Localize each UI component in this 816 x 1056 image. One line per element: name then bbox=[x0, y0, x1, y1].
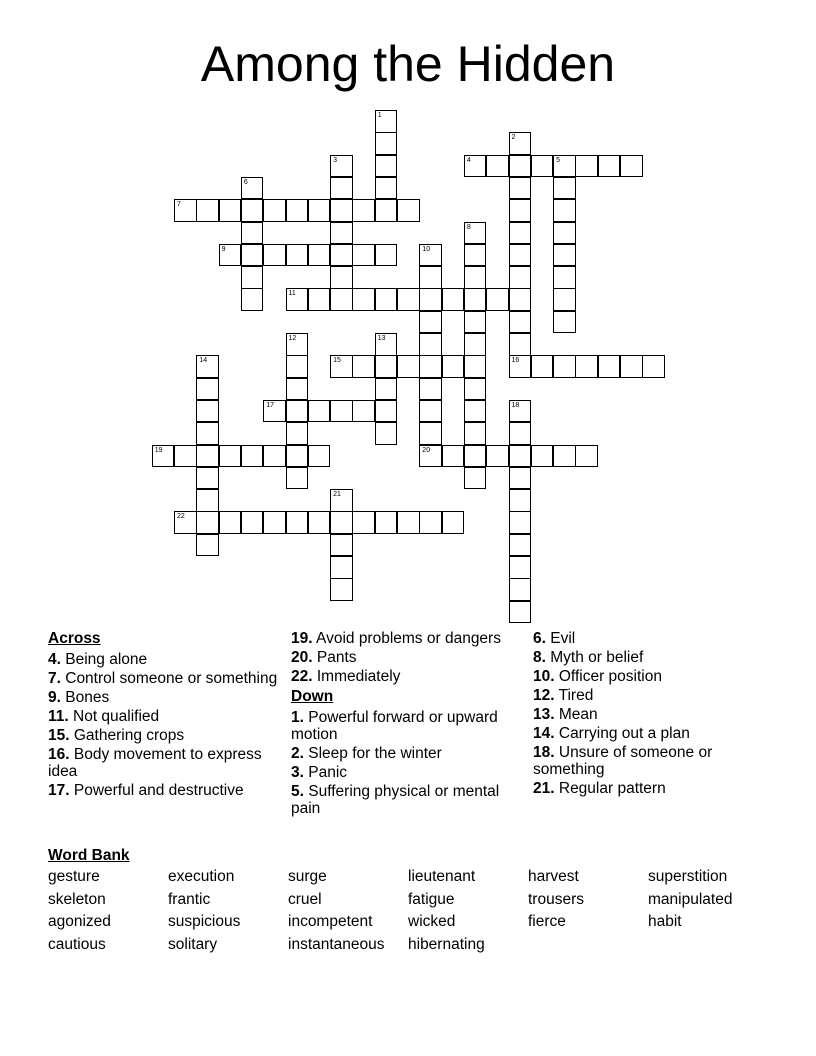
grid-cell[interactable] bbox=[397, 511, 420, 534]
grid-cell[interactable] bbox=[419, 378, 442, 401]
clue-item bbox=[48, 727, 283, 744]
grid-cell[interactable] bbox=[286, 445, 309, 468]
cell-number: 6 bbox=[243, 178, 248, 186]
clue-text: Avoid problems or dangers bbox=[312, 630, 501, 647]
clue-number: 2. bbox=[291, 745, 304, 762]
clue-text: Immediately bbox=[312, 668, 401, 685]
grid-cell[interactable] bbox=[241, 511, 264, 534]
word-bank-item: cruel bbox=[288, 890, 322, 908]
grid-cell[interactable] bbox=[308, 288, 331, 311]
clue-text: Tired bbox=[554, 687, 594, 704]
grid-cell[interactable] bbox=[375, 355, 398, 378]
grid-cell[interactable] bbox=[375, 155, 398, 178]
grid-cell[interactable] bbox=[464, 422, 487, 445]
grid-cell[interactable] bbox=[553, 445, 576, 468]
clue-text: Regular pattern bbox=[554, 780, 666, 797]
grid-cell[interactable] bbox=[352, 400, 375, 423]
clue-number: 13. bbox=[533, 706, 555, 723]
grid-cell[interactable] bbox=[419, 422, 442, 445]
clues-column-2 bbox=[291, 630, 526, 819]
clue-number: 16. bbox=[48, 746, 70, 763]
grid-cell[interactable] bbox=[330, 177, 353, 200]
cell-number: 18 bbox=[511, 401, 520, 409]
grid-cell[interactable] bbox=[553, 177, 576, 200]
clue-number: 6. bbox=[533, 630, 546, 647]
word-bank-item: agonized bbox=[48, 913, 111, 930]
grid-cell[interactable] bbox=[196, 422, 219, 445]
grid-cell[interactable] bbox=[419, 244, 442, 267]
grid-cell[interactable] bbox=[152, 445, 175, 468]
clue-text: Suffering physical or mental pain bbox=[291, 783, 500, 817]
grid-cell[interactable] bbox=[219, 244, 242, 267]
cell-number: 10 bbox=[422, 245, 431, 253]
word-bank-item: harvest bbox=[528, 868, 579, 885]
cell-number: 8 bbox=[466, 223, 471, 231]
word-bank-item: habit bbox=[648, 913, 682, 930]
grid-cell[interactable] bbox=[419, 311, 442, 334]
grid-cell[interactable] bbox=[286, 400, 309, 423]
grid-cell[interactable] bbox=[509, 556, 532, 579]
grid-cell[interactable] bbox=[553, 155, 576, 178]
grid-cell[interactable] bbox=[241, 445, 264, 468]
grid-cell[interactable] bbox=[174, 511, 197, 534]
down-clue-list bbox=[291, 709, 526, 817]
clue-item bbox=[533, 744, 768, 778]
word-bank-item: trousers bbox=[528, 890, 584, 908]
down-clue-list-continued bbox=[533, 630, 768, 797]
clue-item bbox=[291, 709, 526, 743]
grid-cell[interactable] bbox=[196, 534, 219, 557]
clue-text: Unsure of someone or something bbox=[533, 744, 713, 778]
word-bank-item: hibernating bbox=[408, 935, 485, 953]
cell-number: 13 bbox=[377, 335, 386, 342]
grid-cell[interactable] bbox=[553, 288, 576, 311]
clue-number: 20. bbox=[291, 649, 313, 666]
cell-number: 20 bbox=[422, 446, 431, 454]
grid-cell[interactable] bbox=[196, 378, 219, 401]
clue-number: 17. bbox=[48, 782, 70, 799]
grid-cell[interactable] bbox=[531, 355, 554, 378]
clue-text: Panic bbox=[303, 764, 348, 781]
grid-cell[interactable] bbox=[509, 222, 532, 245]
word-bank-item: superstition bbox=[648, 868, 728, 885]
grid-cell[interactable] bbox=[196, 199, 219, 222]
clues-column-1 bbox=[48, 630, 283, 801]
grid-cell[interactable] bbox=[330, 489, 353, 512]
word-bank-item: fatigue bbox=[408, 890, 455, 908]
grid-cell[interactable] bbox=[308, 511, 331, 534]
grid-cell[interactable] bbox=[553, 311, 576, 334]
grid-cell[interactable] bbox=[375, 378, 398, 401]
grid-cell[interactable] bbox=[286, 378, 309, 401]
clue-number: 22. bbox=[291, 668, 313, 685]
across-clue-list bbox=[48, 651, 283, 799]
clue-text: Pants bbox=[312, 649, 357, 666]
grid-cell[interactable] bbox=[330, 222, 353, 245]
grid-cell[interactable] bbox=[531, 155, 554, 178]
clue-number: 9. bbox=[48, 689, 61, 706]
grid-cell[interactable] bbox=[419, 400, 442, 423]
clue-number: 18. bbox=[533, 744, 555, 761]
clue-text: Carrying out a plan bbox=[554, 725, 690, 742]
cell-number: 12 bbox=[288, 335, 297, 342]
grid-cell[interactable] bbox=[509, 266, 532, 289]
grid-cell[interactable] bbox=[575, 355, 598, 378]
grid-cell[interactable] bbox=[397, 199, 420, 222]
grid-cell[interactable] bbox=[509, 400, 532, 423]
clue-item bbox=[533, 630, 768, 647]
grid-cell[interactable] bbox=[620, 155, 643, 178]
grid-cell[interactable] bbox=[308, 445, 331, 468]
grid-cell[interactable] bbox=[442, 355, 465, 378]
cell-number: 2 bbox=[511, 134, 516, 142]
grid-cell[interactable] bbox=[196, 355, 219, 378]
grid-cell[interactable] bbox=[464, 445, 487, 468]
clue-number: 11. bbox=[48, 708, 69, 725]
grid-cell[interactable] bbox=[553, 222, 576, 245]
clue-item bbox=[48, 670, 283, 687]
grid-cell[interactable] bbox=[598, 355, 621, 378]
clue-number: 21. bbox=[533, 780, 555, 797]
clue-number: 12. bbox=[533, 687, 555, 704]
grid-cell[interactable] bbox=[241, 244, 264, 267]
clue-number: 8. bbox=[533, 649, 546, 666]
word-bank-item: frantic bbox=[168, 890, 211, 908]
cell-number: 14 bbox=[199, 357, 208, 365]
grid-cell[interactable] bbox=[286, 355, 309, 378]
word-bank-item: surge bbox=[288, 868, 327, 885]
grid-cell[interactable] bbox=[196, 467, 219, 490]
grid-cell[interactable] bbox=[464, 355, 487, 378]
grid-cell[interactable] bbox=[464, 155, 487, 178]
across-heading: Across bbox=[48, 630, 101, 647]
grid-cell[interactable] bbox=[375, 110, 398, 133]
grid-cell[interactable] bbox=[509, 445, 532, 468]
clue-text: Mean bbox=[554, 706, 598, 723]
clue-item bbox=[533, 706, 768, 723]
clue-item bbox=[533, 780, 768, 797]
grid-cell[interactable] bbox=[196, 489, 219, 512]
cell-number: 4 bbox=[466, 156, 471, 164]
grid-cell[interactable] bbox=[263, 199, 286, 222]
grid-cell[interactable] bbox=[308, 199, 331, 222]
grid-cell[interactable] bbox=[509, 489, 532, 512]
cell-number: 15 bbox=[333, 357, 341, 365]
grid-cell[interactable] bbox=[464, 333, 487, 356]
clue-number: 10. bbox=[533, 668, 555, 685]
clue-number: 15. bbox=[48, 727, 70, 744]
word-bank-item: instantaneous bbox=[288, 935, 385, 953]
grid-cell[interactable] bbox=[486, 155, 509, 178]
grid-cell[interactable] bbox=[464, 467, 487, 490]
grid-cell[interactable] bbox=[598, 155, 621, 178]
clue-number: 4. bbox=[48, 651, 61, 668]
clue-item bbox=[291, 764, 526, 781]
clue-number: 7. bbox=[48, 670, 61, 687]
grid-cell[interactable] bbox=[442, 445, 465, 468]
grid-cell[interactable] bbox=[263, 445, 286, 468]
grid-cell[interactable] bbox=[263, 511, 286, 534]
grid-cell[interactable] bbox=[308, 244, 331, 267]
grid-cell[interactable] bbox=[464, 288, 487, 311]
cell-number: 9 bbox=[221, 245, 226, 253]
grid-cell[interactable] bbox=[196, 400, 219, 423]
grid-cell[interactable] bbox=[375, 511, 398, 534]
grid-cell[interactable] bbox=[509, 355, 532, 378]
grid-cell[interactable] bbox=[196, 445, 219, 468]
grid-cell[interactable] bbox=[509, 155, 532, 178]
word-bank-item: manipulated bbox=[648, 890, 733, 908]
grid-cell[interactable] bbox=[330, 511, 353, 534]
across-clue-list-continued bbox=[291, 630, 526, 685]
grid-cell[interactable] bbox=[486, 445, 509, 468]
word-bank-item: lieutenant bbox=[408, 868, 476, 885]
grid-cell[interactable] bbox=[286, 333, 309, 356]
grid-cell[interactable] bbox=[330, 355, 353, 378]
grid-cell[interactable] bbox=[509, 288, 532, 311]
grid-cell[interactable] bbox=[397, 355, 420, 378]
clue-item bbox=[291, 745, 526, 762]
clue-text: Not qualified bbox=[68, 708, 160, 725]
cell-number: 16 bbox=[511, 357, 520, 365]
clue-number: 5. bbox=[291, 783, 304, 800]
grid-cell[interactable] bbox=[509, 467, 532, 490]
cell-number: 5 bbox=[556, 156, 560, 164]
grid-cell[interactable] bbox=[241, 199, 264, 222]
grid-cell[interactable] bbox=[509, 422, 532, 445]
word-bank-item: skeleton bbox=[48, 890, 106, 908]
grid-cell[interactable] bbox=[419, 333, 442, 356]
grid-cell[interactable] bbox=[219, 199, 242, 222]
grid-cell[interactable] bbox=[509, 333, 532, 356]
clue-number: 19. bbox=[291, 630, 313, 647]
grid-cell[interactable] bbox=[286, 288, 309, 311]
grid-cell[interactable] bbox=[286, 511, 309, 534]
cell-number: 7 bbox=[177, 201, 181, 209]
grid-cell[interactable] bbox=[509, 511, 532, 534]
grid-cell[interactable] bbox=[419, 288, 442, 311]
grid-cell[interactable] bbox=[375, 333, 398, 356]
cell-number: 3 bbox=[333, 156, 337, 164]
clue-item bbox=[533, 725, 768, 742]
grid-cell[interactable] bbox=[330, 288, 353, 311]
grid-cell[interactable] bbox=[509, 177, 532, 200]
clue-item bbox=[533, 649, 768, 666]
clue-text: Myth or belief bbox=[545, 649, 644, 666]
clue-item bbox=[291, 649, 526, 666]
grid-cell[interactable] bbox=[241, 266, 264, 289]
grid-cell[interactable] bbox=[509, 601, 532, 624]
clue-item bbox=[533, 668, 768, 685]
word-bank-item: execution bbox=[168, 868, 235, 885]
grid-cell[interactable] bbox=[308, 400, 331, 423]
grid-cell[interactable] bbox=[286, 244, 309, 267]
grid-cell[interactable] bbox=[241, 177, 264, 200]
clue-number: 1. bbox=[291, 709, 304, 726]
word-bank-list bbox=[48, 868, 788, 953]
word-bank-item: cautious bbox=[48, 935, 106, 953]
grid-cell[interactable] bbox=[330, 556, 353, 579]
grid-cell[interactable] bbox=[375, 422, 398, 445]
grid-cell[interactable] bbox=[263, 244, 286, 267]
puzzle-title: Among the Hidden bbox=[200, 36, 616, 92]
grid-cell[interactable] bbox=[286, 467, 309, 490]
grid-cell[interactable] bbox=[219, 511, 242, 534]
grid-cell[interactable] bbox=[397, 288, 420, 311]
clue-item bbox=[48, 708, 283, 725]
grid-cell[interactable] bbox=[464, 266, 487, 289]
clue-item bbox=[48, 782, 283, 799]
grid-cell[interactable] bbox=[286, 422, 309, 445]
word-bank-item: fierce bbox=[528, 913, 566, 930]
grid-cell[interactable] bbox=[330, 534, 353, 557]
grid-cell[interactable] bbox=[509, 578, 532, 601]
grid-cell[interactable] bbox=[286, 199, 309, 222]
grid-cell[interactable] bbox=[509, 132, 532, 155]
grid-cell[interactable] bbox=[219, 445, 242, 468]
grid-cell[interactable] bbox=[575, 155, 598, 178]
clue-text: Powerful forward or upward motion bbox=[291, 709, 498, 743]
grid-cell[interactable] bbox=[241, 222, 264, 245]
grid-cell[interactable] bbox=[442, 511, 465, 534]
clue-item bbox=[48, 651, 283, 668]
grid-cell[interactable] bbox=[375, 244, 398, 267]
grid-cell[interactable] bbox=[263, 400, 286, 423]
grid-cell[interactable] bbox=[352, 511, 375, 534]
word-bank-item: gesture bbox=[48, 868, 100, 885]
clue-text: Control someone or something bbox=[60, 670, 278, 687]
grid-cell[interactable] bbox=[642, 355, 665, 378]
grid-cell[interactable] bbox=[352, 355, 375, 378]
grid-cell[interactable] bbox=[419, 266, 442, 289]
grid-cell[interactable] bbox=[553, 355, 576, 378]
grid-cell[interactable] bbox=[553, 266, 576, 289]
grid-cell[interactable] bbox=[509, 199, 532, 222]
clue-text: Powerful and destructive bbox=[69, 782, 244, 799]
grid-cell[interactable] bbox=[419, 511, 442, 534]
cell-number: 1 bbox=[377, 112, 382, 119]
grid-cell[interactable] bbox=[375, 288, 398, 311]
grid-cell[interactable] bbox=[419, 445, 442, 468]
clue-item bbox=[48, 689, 283, 706]
grid-cell[interactable] bbox=[575, 445, 598, 468]
clue-item bbox=[48, 746, 283, 780]
word-bank-item: incompetent bbox=[288, 913, 373, 930]
clue-text: Bones bbox=[60, 689, 110, 706]
grid-cell[interactable] bbox=[174, 199, 197, 222]
clue-number: 14. bbox=[533, 725, 555, 742]
cell-number: 21 bbox=[333, 491, 341, 499]
clue-text: Gathering crops bbox=[69, 727, 185, 744]
clue-text: Sleep for the winter bbox=[303, 745, 442, 762]
grid-cell[interactable] bbox=[419, 355, 442, 378]
clue-text: Being alone bbox=[60, 651, 148, 668]
cell-number: 11 bbox=[288, 290, 296, 298]
clue-text: Evil bbox=[545, 630, 576, 647]
grid-cell[interactable] bbox=[330, 199, 353, 222]
clue-item bbox=[291, 630, 526, 647]
grid-cell[interactable] bbox=[330, 155, 353, 178]
grid-cell[interactable] bbox=[509, 311, 532, 334]
cell-number: 17 bbox=[266, 401, 274, 409]
grid-cell[interactable] bbox=[375, 400, 398, 423]
grid-cell[interactable] bbox=[464, 244, 487, 267]
word-bank-item: solitary bbox=[168, 935, 218, 953]
grid-cell[interactable] bbox=[330, 244, 353, 267]
cell-number: 19 bbox=[154, 446, 163, 454]
grid-cell[interactable] bbox=[620, 355, 643, 378]
down-heading: Down bbox=[291, 688, 334, 705]
clue-number: 3. bbox=[291, 764, 304, 781]
grid-cell[interactable] bbox=[375, 199, 398, 222]
word-bank-item: wicked bbox=[408, 913, 456, 930]
word-bank-heading: Word Bank bbox=[48, 847, 130, 864]
word-bank bbox=[48, 847, 788, 953]
clue-item bbox=[533, 687, 768, 704]
grid-cell[interactable] bbox=[464, 378, 487, 401]
grid-cell[interactable] bbox=[241, 288, 264, 311]
clue-text: Officer position bbox=[554, 668, 662, 685]
grid-cell[interactable] bbox=[531, 445, 554, 468]
word-bank-item: suspicious bbox=[168, 913, 241, 930]
grid-cell[interactable] bbox=[464, 222, 487, 245]
grid-cell[interactable] bbox=[330, 266, 353, 289]
clues-column-3 bbox=[533, 630, 768, 799]
grid-cell[interactable] bbox=[464, 311, 487, 334]
clue-item bbox=[291, 668, 526, 685]
grid-cell[interactable] bbox=[352, 288, 375, 311]
grid-cell[interactable] bbox=[553, 244, 576, 267]
cell-number: 22 bbox=[177, 513, 185, 521]
grid-cell[interactable] bbox=[442, 288, 465, 311]
grid-cell[interactable] bbox=[196, 511, 219, 534]
grid-cell[interactable] bbox=[486, 288, 509, 311]
grid-cell[interactable] bbox=[375, 177, 398, 200]
grid-cell[interactable] bbox=[330, 578, 353, 601]
grid-cell[interactable] bbox=[174, 445, 197, 468]
grid-cell[interactable] bbox=[375, 132, 398, 155]
clue-text: Body movement to express idea bbox=[48, 746, 262, 780]
grid-cell[interactable] bbox=[352, 199, 375, 222]
grid-cell[interactable] bbox=[352, 244, 375, 267]
grid-cell[interactable] bbox=[330, 400, 353, 423]
grid-cell[interactable] bbox=[509, 244, 532, 267]
grid-cell[interactable] bbox=[464, 400, 487, 423]
clue-item bbox=[291, 783, 526, 817]
grid-cell[interactable] bbox=[553, 199, 576, 222]
grid-cell[interactable] bbox=[509, 534, 532, 557]
